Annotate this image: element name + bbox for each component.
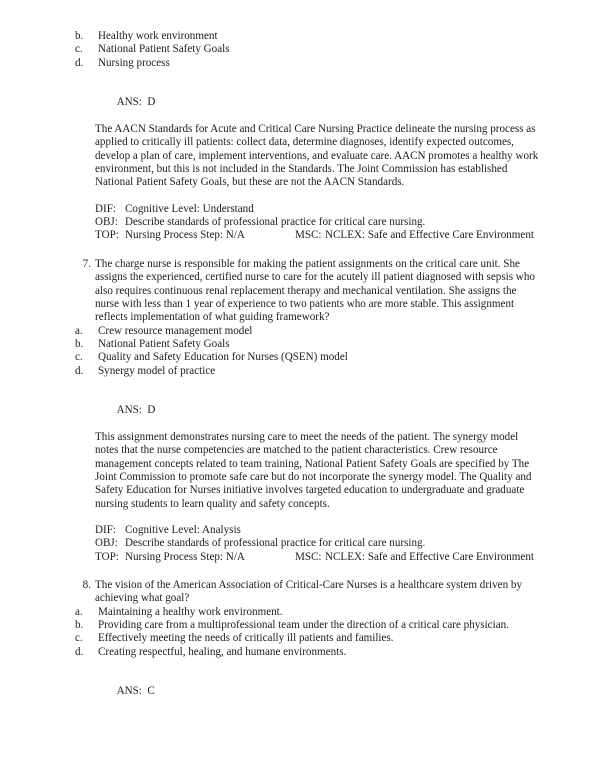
option-letter: b.	[75, 337, 84, 350]
top-label: TOP:	[95, 229, 119, 242]
spacer	[60, 190, 540, 203]
answer-explanation: This assignment demonstrates nursing care to meet the needs of the patient. The synergy model notes that the nurse competencies are matched to the patient characteristics. Crew resource management concepts related to team training, National Patient Safety Goals are specified by The Joint Commission to promote safe care but do not incorporate the synergy model. The Quality and Safety Education for Nurses initiative involves targeted education to undergraduate and graduate nursing students to learn quality and safety concepts.	[95, 430, 532, 510]
option-letter: d.	[75, 364, 84, 377]
msc-label: MSC:	[295, 229, 322, 242]
option-item[interactable]	[75, 43, 540, 56]
metadata-row-dif	[95, 524, 540, 537]
q7-answer-block	[95, 391, 540, 511]
option-item[interactable]	[75, 351, 540, 364]
dif-value: Cognitive Level: Understand	[125, 202, 254, 215]
top-label: TOP:	[95, 550, 119, 563]
option-letter: a.	[75, 605, 83, 618]
option-letter: b.	[75, 619, 84, 632]
q7-metadata-block	[95, 524, 540, 564]
option-text: Synergy model of practice	[98, 364, 216, 377]
metadata-row-top	[95, 229, 540, 242]
metadata-row-dif	[95, 203, 540, 216]
option-item[interactable]	[75, 632, 540, 645]
option-item[interactable]	[75, 619, 540, 632]
msc-label: MSC:	[295, 550, 322, 563]
spacer	[60, 564, 540, 579]
q6-answer-block	[95, 83, 540, 190]
option-item[interactable]	[75, 338, 540, 351]
answer-line	[95, 391, 540, 431]
answer-value: D	[147, 96, 156, 109]
question-8	[60, 579, 540, 606]
option-letter: a.	[75, 324, 83, 337]
option-item[interactable]	[75, 325, 540, 338]
spacer	[60, 378, 540, 391]
q8-answer-block	[95, 672, 540, 712]
option-item[interactable]	[75, 57, 540, 70]
msc-value: NCLEX: Safe and Effective Care Environment	[325, 229, 534, 242]
option-text: Maintaining a healthy work environment.	[98, 605, 283, 618]
metadata-row-top	[95, 551, 540, 564]
question-number: 7.	[82, 257, 91, 270]
q7-option-list	[60, 325, 540, 378]
option-letter: d.	[75, 645, 84, 658]
option-text: Effectively meeting the needs of critically ill patients and families.	[98, 632, 394, 645]
answer-value: C	[147, 685, 155, 698]
option-text: National Patient Safety Goals	[98, 337, 230, 350]
obj-value: Describe standards of professional practice for critical care nursing.	[125, 537, 426, 550]
dif-label: DIF:	[95, 524, 116, 536]
option-item[interactable]	[75, 365, 540, 378]
answer-explanation: The AACN Standards for Acute and Critical Care Nursing Practice delineate the nursing process as applied to critically ill patients: collect data, determine diagnoses, identify expected outcomes, develop a plan of care, implement interventions, and evaluate care. AACN promotes a healthy work environment, but this is not included in the Standards. The Joint Commission has established National Patient Safety Goals, but these are not the AACN Standards.	[95, 123, 539, 189]
option-letter: c.	[75, 43, 83, 56]
q6-metadata-block	[95, 203, 540, 243]
top-value: Nursing Process Step: N/A	[125, 229, 245, 242]
option-letter: d.	[75, 56, 84, 69]
spacer	[60, 659, 540, 672]
answer-label: ANS:	[116, 96, 142, 109]
obj-label: OBJ:	[95, 216, 118, 229]
q8-option-list	[60, 606, 540, 659]
option-text: Quality and Safety Education for Nurses (QSEN) model	[98, 351, 348, 364]
answer-value: D	[147, 404, 156, 417]
question-stem: The vision of the American Association of Critical-Care Nurses is a healthcare system driven by achieving what goal?	[95, 579, 522, 605]
answer-line	[95, 83, 540, 123]
answer-line	[95, 672, 540, 712]
metadata-row-obj	[95, 537, 540, 550]
top-value: Nursing Process Step: N/A	[125, 550, 245, 563]
dif-value: Cognitive Level: Analysis	[125, 524, 241, 536]
obj-label: OBJ:	[95, 537, 118, 550]
obj-value: Describe standards of professional practice for critical care nursing.	[125, 216, 426, 229]
page-content	[60, 30, 540, 712]
option-text: Creating respectful, healing, and humane environments.	[98, 645, 347, 658]
option-text: Crew resource management model	[98, 324, 253, 337]
option-text: Nursing process	[98, 56, 170, 69]
answer-label: ANS:	[116, 685, 142, 698]
option-text: National Patient Safety Goals	[98, 43, 230, 56]
option-letter: c.	[75, 351, 83, 364]
option-item[interactable]	[75, 646, 540, 659]
msc-value: NCLEX: Safe and Effective Care Environment	[325, 550, 534, 563]
metadata-row-obj	[95, 216, 540, 229]
option-text: Healthy work environment	[98, 30, 218, 42]
dif-label: DIF:	[95, 202, 116, 215]
question-stem: The charge nurse is responsible for making the patient assignments on the critical care unit. She assigns the experienced, certified nurse to care for the acutely ill patient diagnosed with sepsis who also requires continuous renal replacement therapy and mechanical ventilation. She assigns the nurse with less than 1 year of experience to two patients who are more stable. This assignment reflects implementation of what guiding framework?	[95, 257, 535, 324]
q6-option-list	[60, 30, 540, 70]
answer-label: ANS:	[116, 404, 142, 417]
question-7	[60, 258, 540, 325]
spacer	[60, 511, 540, 524]
option-item[interactable]	[75, 606, 540, 619]
option-text: Providing care from a multiprofessional team under the direction of a critical care physician.	[98, 619, 509, 632]
spacer	[60, 70, 540, 83]
option-letter: c.	[75, 632, 83, 645]
option-item[interactable]	[75, 30, 540, 43]
option-letter: b.	[75, 30, 84, 42]
question-number: 8.	[82, 579, 91, 592]
spacer	[60, 243, 540, 258]
